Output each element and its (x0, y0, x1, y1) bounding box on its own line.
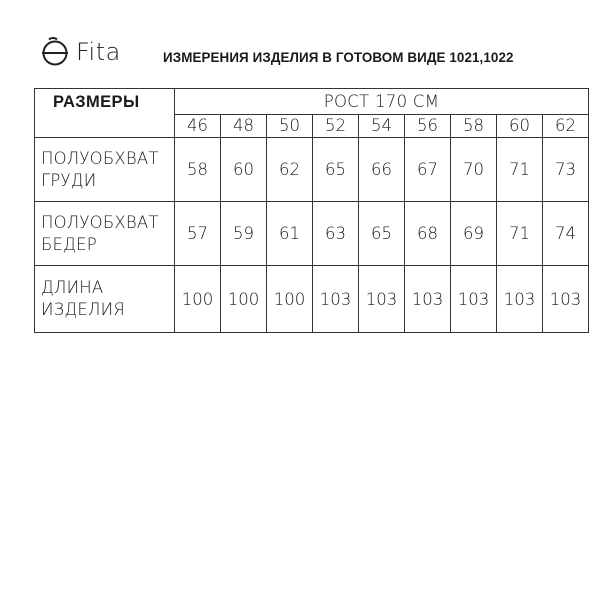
measurement-value: 103 (543, 266, 589, 333)
size-header-cell: 48 (221, 114, 267, 137)
measurement-row (35, 266, 589, 333)
measurement-value: 58 (175, 138, 221, 202)
header-row (35, 89, 589, 115)
sizes-header-label: РАЗМЕРЫ (35, 89, 175, 138)
measurement-value: 73 (543, 138, 589, 202)
measurement-value: 63 (313, 202, 359, 266)
size-header-cell: 52 (313, 114, 359, 137)
size-header-cell: 62 (543, 114, 589, 137)
size-header-cell: 50 (267, 114, 313, 137)
measurement-value: 65 (359, 202, 405, 266)
measurement-row (35, 138, 589, 202)
measurement-value: 103 (497, 266, 543, 333)
measurement-value: 65 (313, 138, 359, 202)
measurement-label-line2: ГРУДИ (41, 170, 97, 190)
size-header-cell: 46 (175, 114, 221, 137)
measurement-value: 100 (175, 266, 221, 333)
size-header-cell: 54 (359, 114, 405, 137)
brand-name: Fita (76, 38, 121, 66)
fita-logo-icon (40, 36, 70, 68)
size-chart-table (34, 88, 589, 333)
measurement-value: 62 (267, 138, 313, 202)
measurement-value: 100 (221, 266, 267, 333)
size-header-cell: 58 (451, 114, 497, 137)
measurement-value: 67 (405, 138, 451, 202)
measurement-value: 57 (175, 202, 221, 266)
measurement-label-line2: БЕДЕР (41, 234, 97, 254)
measurement-label-line2: ИЗДЕЛИЯ (41, 300, 125, 319)
measurement-value: 71 (497, 138, 543, 202)
measurement-value: 103 (451, 266, 497, 333)
measurement-row (35, 202, 589, 266)
measurement-value: 103 (359, 266, 405, 333)
measurement-value: 70 (451, 138, 497, 202)
measurement-label-line1: ДЛИНА (41, 278, 104, 297)
measurement-label-line1: ПОЛУОБХВАТ (41, 212, 159, 232)
measurement-value: 69 (451, 202, 497, 266)
measurement-value: 60 (221, 138, 267, 202)
measurement-value: 68 (405, 202, 451, 266)
brand-logo (40, 34, 121, 70)
measurement-value: 59 (221, 202, 267, 266)
measurement-label (35, 138, 175, 202)
measurement-value: 103 (313, 266, 359, 333)
measurement-label (35, 266, 175, 333)
measurement-label (35, 202, 175, 266)
size-header-cell: 56 (405, 114, 451, 137)
measurement-value: 74 (543, 202, 589, 266)
measurement-value: 66 (359, 138, 405, 202)
measurement-value: 100 (267, 266, 313, 333)
measurement-label-line1: ПОЛУОБХВАТ (41, 148, 159, 168)
measurement-value: 71 (497, 202, 543, 266)
document-title: ИЗМЕРЕНИЯ ИЗДЕЛИЯ В ГОТОВОМ ВИДЕ 1021,1022 (163, 50, 514, 65)
height-label: РОСТ 170 СМ (175, 89, 589, 115)
size-header-cell: 60 (497, 114, 543, 137)
page-header (40, 34, 580, 70)
measurement-value: 103 (405, 266, 451, 333)
measurement-value: 61 (267, 202, 313, 266)
